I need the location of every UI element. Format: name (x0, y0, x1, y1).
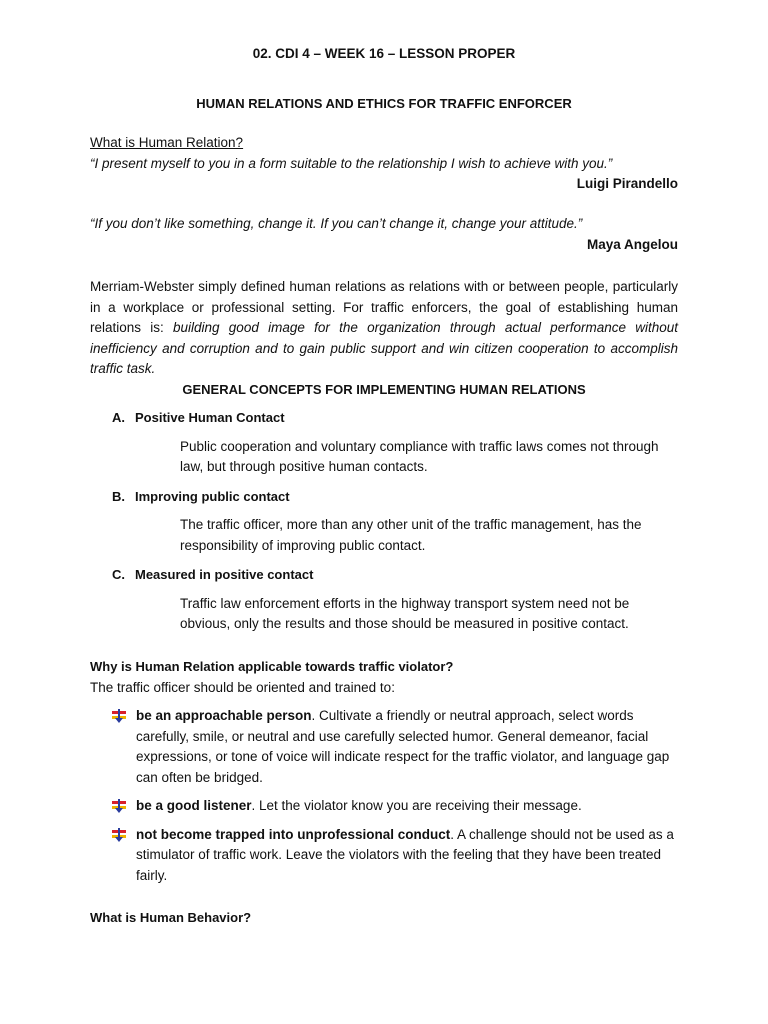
bullet-list (90, 706, 678, 894)
why-section (90, 657, 678, 698)
quotes-section (90, 133, 678, 195)
concepts-heading: GENERAL CONCEPTS FOR IMPLEMENTING HUMAN RELATIONS (182, 382, 586, 397)
concept-heading (90, 487, 678, 508)
concept-list (90, 408, 678, 644)
definition-paragraph (90, 277, 678, 380)
quote-author: Luigi Pirandello (576, 176, 678, 191)
human-relation-heading: What is Human Relation? (90, 135, 244, 150)
concept-item (90, 408, 678, 478)
concept-title: Improving public contact (135, 488, 290, 504)
bullet-item (90, 706, 678, 788)
bullet-text (136, 827, 674, 883)
bullet-bold: be an approachable person (136, 708, 312, 723)
bullet-arrow-icon (112, 799, 126, 813)
page-subtitle: HUMAN RELATIONS AND ETHICS FOR TRAFFIC ENFORCER (196, 96, 572, 111)
definition-goal: building good image for the organization through actual performance without inefficiency and corruption and to gain public support and win citizen cooperation to accomplish traffic task. (90, 320, 678, 376)
concept-body: The traffic officer, more than any other unit of the traffic management, has the responsibility of improving public contact. (180, 517, 642, 553)
concept-heading (90, 408, 678, 429)
quote-text: “If you don’t like something, change it. If you can’t change it, change your attitude.” (90, 216, 583, 231)
bullet-item (90, 825, 678, 887)
bullet-arrow-icon (112, 828, 126, 842)
bullet-rest: . Let the violator know you are receiving their message. (251, 798, 582, 813)
concept-heading (90, 565, 678, 586)
concept-item (90, 487, 678, 557)
human-behavior-heading: What is Human Behavior? (90, 910, 252, 925)
bullet-bold: be a good listener (136, 798, 252, 813)
page-title: 02. CDI 4 – WEEK 16 – LESSON PROPER (252, 46, 516, 61)
bullet-text (136, 708, 669, 785)
definition-text: Merriam-Webster simply defined human relations as relations with or between people, particularly in a workplace or professional setting. For traffic enforcers, the goal of establishing human relations is: (90, 279, 678, 335)
bullet-rest: . Cultivate a friendly or neutral approach, select words carefully, smile, or neutral and use carefully selected humor. General demeanor, facial expressions, or tone of voice will indicate respect for the traffic violator, and language gap can often be bridged. (136, 708, 670, 785)
concept-letter: B. (112, 488, 125, 504)
concept-title: Positive Human Contact (135, 410, 285, 425)
quote-author: Maya Angelou (586, 236, 678, 252)
why-heading: Why is Human Relation applicable towards traffic violator? (90, 659, 454, 674)
bullet-bold: not become trapped into unprofessional conduct (136, 826, 451, 842)
bullet-arrow-icon (112, 709, 126, 723)
concept-item (90, 565, 678, 635)
quote-text: “I present myself to you in a form suitable to the relationship I wish to achieve with you.” (90, 155, 613, 171)
concept-letter: A. (112, 410, 125, 425)
concept-title: Measured in positive contact (135, 567, 314, 582)
concept-body: Public cooperation and voluntary compliance with traffic laws comes not through law, but through positive human contacts. (180, 438, 659, 474)
bullet-rest: . A challenge should not be used as a stimulator of traffic work. Leave the violators with the feeling that they have been treated fairly. (136, 826, 674, 883)
bullet-text (136, 798, 582, 813)
concept-body: Traffic law enforcement efforts in the highway transport system need not be obvious, only the results and those should be measured in positive contact. (180, 595, 630, 631)
quote-block (90, 214, 678, 255)
bullet-item (90, 796, 678, 817)
concept-letter: C. (112, 567, 125, 582)
why-intro: The traffic officer should be oriented and trained to: (90, 679, 395, 695)
